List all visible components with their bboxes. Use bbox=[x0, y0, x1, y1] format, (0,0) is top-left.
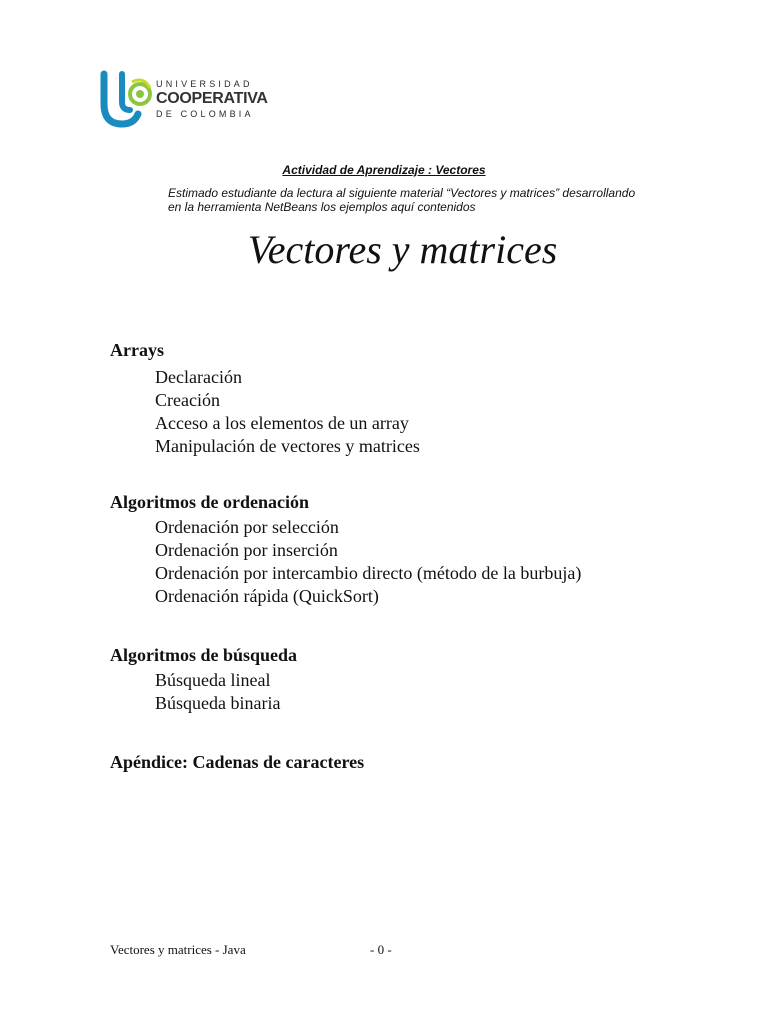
list-item: Ordenación por intercambio directo (método de la burbuja) bbox=[155, 563, 582, 583]
list-item: Acceso a los elementos de un array bbox=[155, 413, 409, 433]
section-list-ordenacion bbox=[155, 516, 581, 608]
list-item: Manipulación de vectores y matrices bbox=[155, 436, 420, 456]
footer-document-name: Vectores y matrices - Java bbox=[110, 942, 246, 957]
university-logo bbox=[100, 70, 268, 132]
list-item: Ordenación por inserción bbox=[155, 540, 338, 560]
logo-text bbox=[156, 78, 268, 120]
list-item: Búsqueda lineal bbox=[155, 670, 271, 690]
intro-line: Estimado estudiante da lectura al siguiente material “Vectores y matrices” desarrollando bbox=[168, 186, 636, 200]
section-heading-apendice: Apéndice: Cadenas de caracteres bbox=[110, 752, 365, 772]
list-item: Ordenación rápida (QuickSort) bbox=[155, 586, 379, 606]
footer-page-number: - 0 - bbox=[370, 942, 392, 957]
intro-line: en la herramienta NetBeans los ejemplos aquí contenidos bbox=[168, 200, 476, 214]
list-item: Búsqueda binaria bbox=[155, 693, 281, 713]
logo-line-cooperativa: COOPERATIVA bbox=[156, 90, 268, 107]
activity-title: Actividad de Aprendizaje : Vectores bbox=[282, 163, 486, 177]
section-list-busqueda bbox=[155, 669, 280, 715]
section-heading-busqueda: Algoritmos de búsqueda bbox=[110, 645, 298, 665]
section-heading-arrays: Arrays bbox=[110, 340, 164, 360]
logo-line-universidad: UNIVERSIDAD bbox=[156, 79, 253, 89]
list-item: Declaración bbox=[155, 367, 242, 387]
section-list-arrays bbox=[155, 366, 420, 458]
list-item: Ordenación por selección bbox=[155, 517, 339, 537]
list-item: Creación bbox=[155, 390, 220, 410]
logo-line-de-colombia: DE COLOMBIA bbox=[156, 109, 254, 119]
intro-paragraph bbox=[168, 186, 658, 214]
document-title: Vectores y matrices bbox=[247, 227, 558, 272]
section-heading-ordenacion: Algoritmos de ordenación bbox=[110, 492, 309, 512]
ucc-logo-icon bbox=[100, 70, 152, 130]
